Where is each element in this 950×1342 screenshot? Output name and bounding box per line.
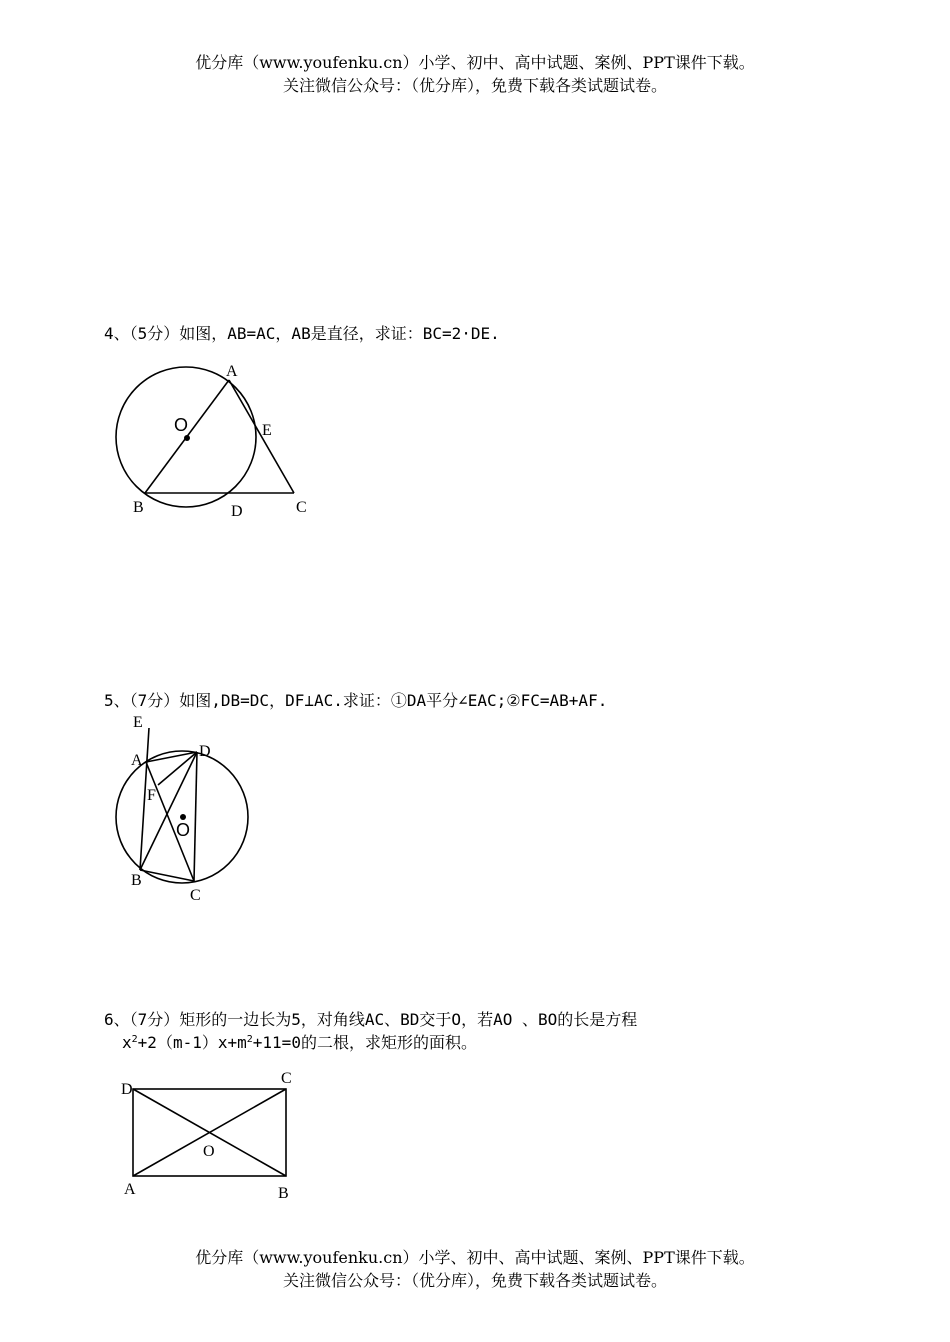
q4-label-b: B xyxy=(133,499,144,516)
q5-label-a: A xyxy=(131,752,143,769)
eq-part-2: +2（m-1）x+m xyxy=(137,1033,247,1052)
question-6-text-line-1: 6、（7分）矩形的一边长为5，对角线AC、BD交于O，若AO 、BO的长是方程 xyxy=(104,1010,638,1029)
q5-label-c: C xyxy=(190,887,201,904)
q6-label-d: D xyxy=(121,1081,133,1098)
q4-label-a: A xyxy=(226,363,238,380)
q5-label-f: F xyxy=(147,787,156,804)
q6-label-a: A xyxy=(124,1181,136,1198)
q6-label-b: B xyxy=(278,1185,289,1202)
question-5-text: 5、（7分）如图,DB=DC，DF⊥AC.求证：①DA平分∠EAC;②FC=AB+AF. xyxy=(104,691,608,710)
q4-label-e: E xyxy=(262,422,272,439)
q4-label-c: C xyxy=(296,499,307,516)
header-line-2: 关注微信公众号：（优分库），免费下载各类试题试卷。 xyxy=(282,76,667,95)
header-line-1: 优分库（www.youfenku.cn）小学、初中、高中试题、案例、PPT课件下载。 xyxy=(195,53,755,72)
q5-label-o: O xyxy=(176,820,191,840)
q4-label-d: D xyxy=(231,503,243,520)
q5-label-e: E xyxy=(133,714,143,731)
q5-label-b: B xyxy=(131,872,142,889)
eq-part-1: x xyxy=(122,1033,132,1052)
eq-part-3: +11=0的二根，求矩形的面积。 xyxy=(252,1033,477,1052)
eq-exponent-1: 2 xyxy=(131,1034,138,1045)
q4-label-o: O xyxy=(174,415,189,435)
q5-label-d: D xyxy=(199,743,211,760)
footer-line-1: 优分库（www.youfenku.cn）小学、初中、高中试题、案例、PPT课件下载。 xyxy=(195,1248,755,1267)
q6-label-c: C xyxy=(281,1070,292,1087)
footer-line-2: 关注微信公众号：（优分库），免费下载各类试题试卷。 xyxy=(282,1271,667,1290)
eq-exponent-2: 2 xyxy=(246,1034,253,1045)
question-4-text: 4、（5分）如图，AB=AC，AB是直径，求证：BC=2·DE. xyxy=(104,324,500,343)
q6-label-o: O xyxy=(203,1143,215,1160)
